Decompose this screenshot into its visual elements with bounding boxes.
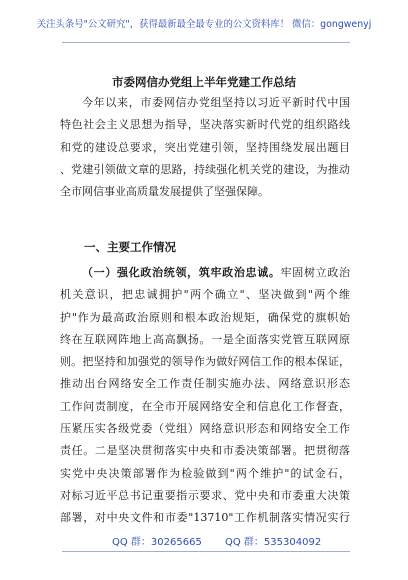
first-line-rest: 牢固树立政治 (280, 266, 350, 279)
section-line: 部署，对中央文件和市委"13710"工作机制落实情况实行 (60, 511, 350, 525)
section-line: 责任。二是坚决贯彻落实中央和市委决策部署。把贯彻落 (60, 444, 350, 458)
footer-qq-group-2: QQ 群：535304092 (225, 537, 322, 548)
section-line: 则。把坚持和加强党的领导作为做好网信工作的根本保证， (60, 355, 350, 369)
section-line: 终在互联网阵地上高高飘扬。一是全面落实党管互联网原 (60, 332, 350, 346)
section-line: 对标习近平总书记重要指示要求、党中央和市委重大决策 (60, 488, 350, 502)
intro-line: 全市网信事业高质量发展提供了坚强保障。 (60, 185, 269, 199)
intro-line: 、党建引领做文章的思路，持续强化机关党的建设，为推动 (60, 162, 350, 176)
section-line: 护"作为最高政治原则和根本政治规矩，确保党的旗帜始 (60, 310, 350, 324)
section-paragraph (60, 262, 350, 530)
footer-divider (62, 551, 350, 552)
section-line: 压紧压实各级党委（党组）网络意识形态和网络安全工作 (60, 422, 350, 436)
footer-qq-group-1: QQ 群：30265665 (112, 537, 202, 548)
header-banner: 关注头条号"公文研究"，获得最新最全最专业的公文资料库！ 微信：gongwenyj (36, 19, 372, 30)
intro-paragraph (60, 92, 350, 203)
section-first-line (60, 262, 350, 284)
section-line: 推动出台网络安全工作责任制实施办法、网络意识形态 (60, 377, 350, 391)
intro-line: 特色社会主义思想为指导，坚决落实新时代党的组织路线 (60, 118, 350, 132)
intro-line: 和党的建设总要求，突出党建引领，坚持围绕发展出题目 (60, 140, 350, 154)
header-divider (62, 42, 350, 43)
section-heading: 一、主要工作情况 (84, 240, 176, 254)
section-line: 机关意识，把忠诚拥护"两个确立"、坚决做到"两个维 (60, 288, 350, 302)
section-line: 工作问责制度，在全市开展网络安全和信息化工作督查， (60, 399, 350, 413)
subsection-heading: （一）强化政治统领，筑牢政治忠诚。 (82, 266, 281, 279)
page-title: 市委网信办党组上半年党建工作总结 (112, 75, 296, 89)
section-line: 实党中央决策部署作为检验做到"两个维护"的试金石， (60, 466, 350, 480)
intro-line: 今年以来，市委网信办党组坚持以习近平新时代中国 (82, 96, 350, 109)
